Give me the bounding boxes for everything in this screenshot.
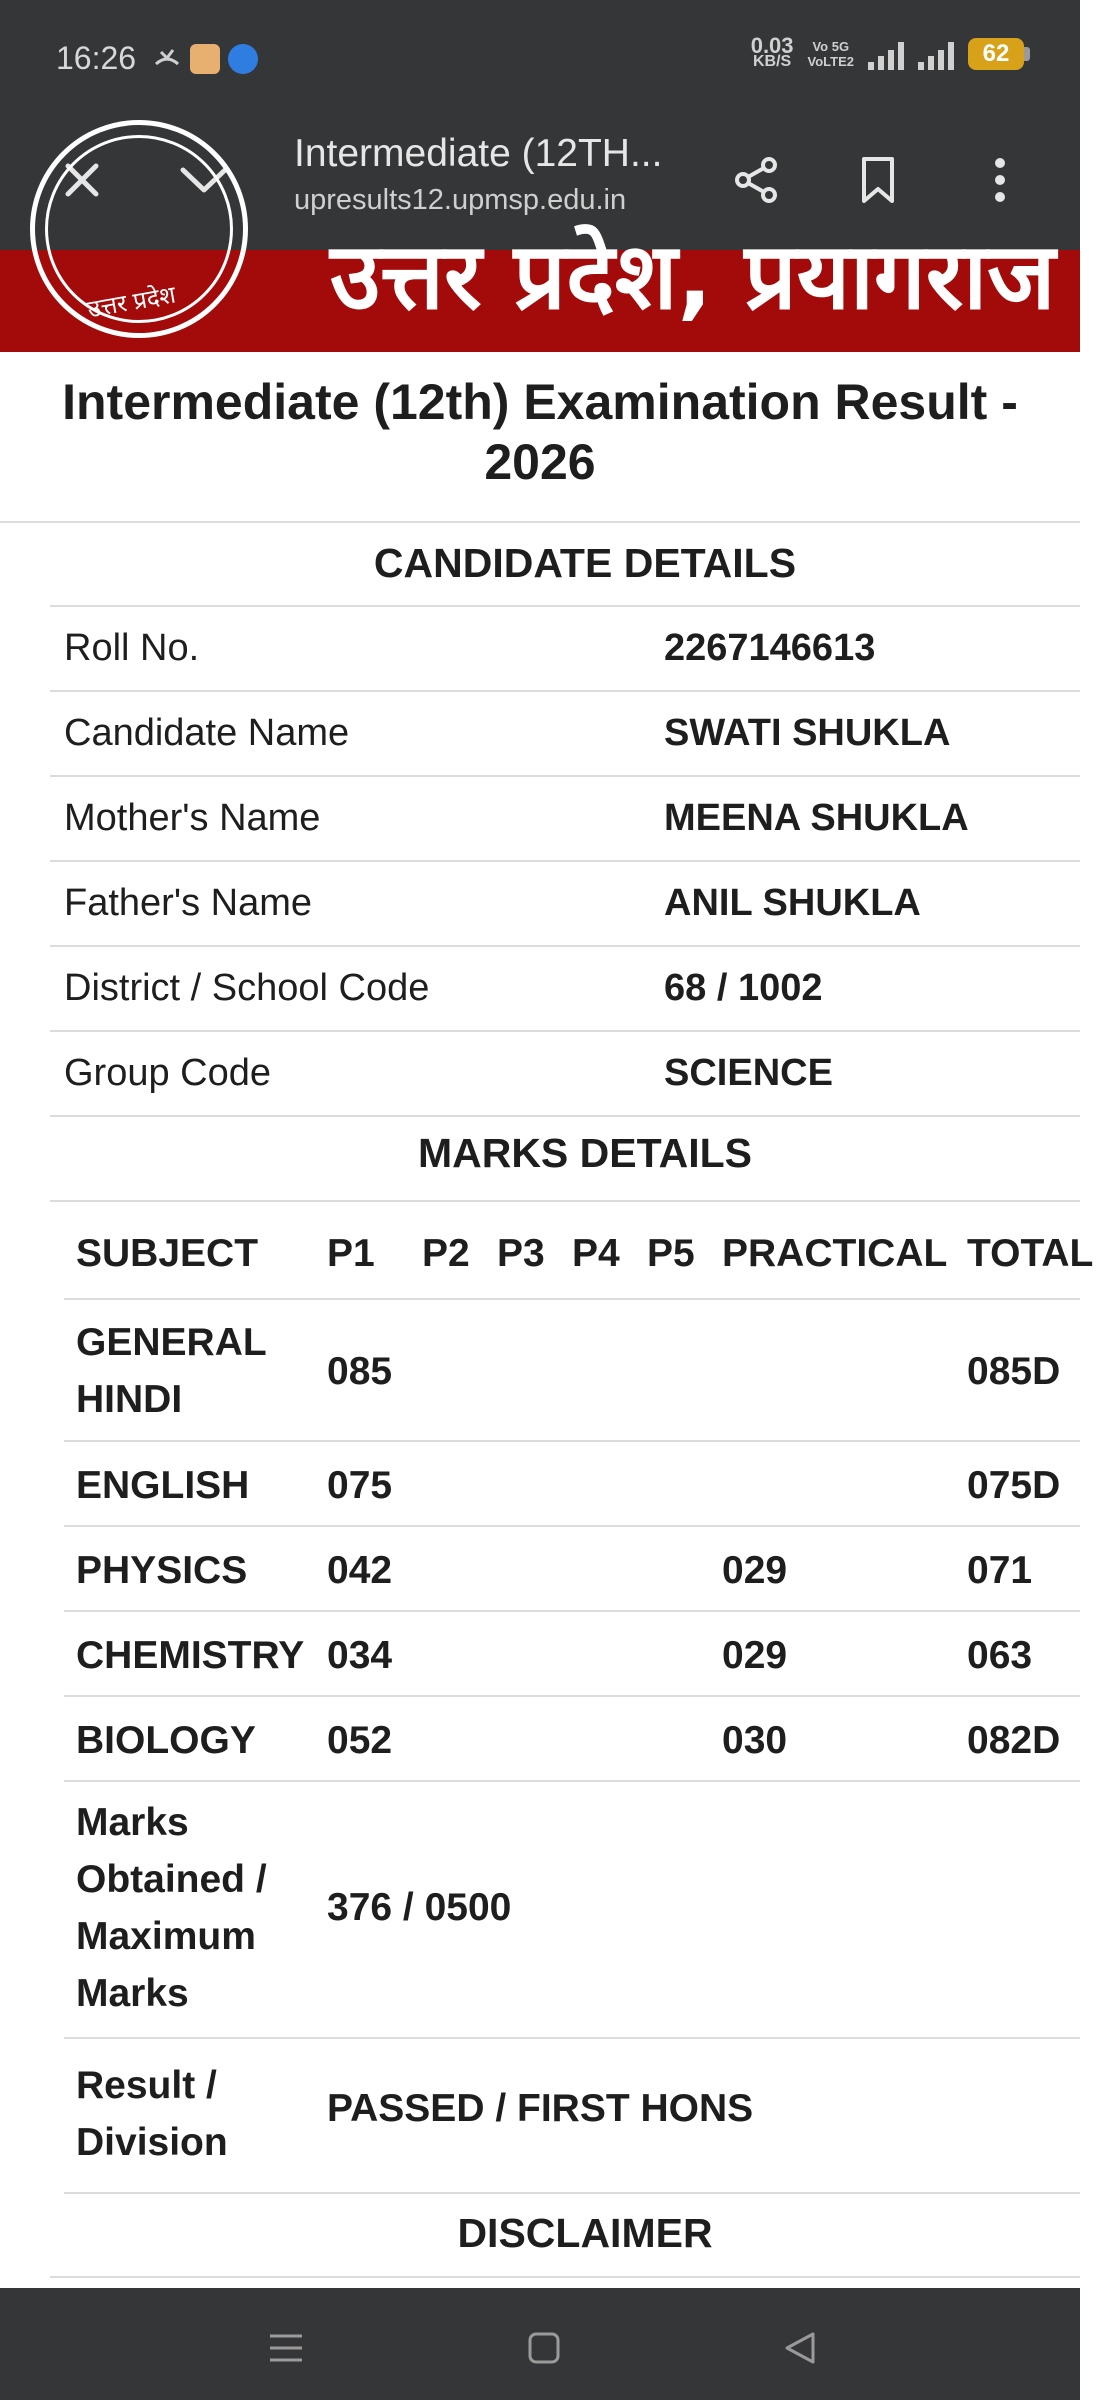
detail-row-mother-name: Mother's Name MEENA SHUKLA: [50, 777, 1080, 862]
page-title: Intermediate (12th) Examination Result - 2026: [62, 374, 1018, 490]
page-url: upresults12.upmsp.edu.in: [294, 184, 627, 216]
table-row: [64, 1442, 1080, 1527]
marks-obtained-row: [64, 1782, 1080, 2039]
col-p3: P3: [497, 1232, 545, 1275]
col-total: TOTAL: [967, 1232, 1094, 1275]
total-marks: 082D: [967, 1719, 1061, 1762]
back-button[interactable]: [770, 2318, 830, 2378]
marks-obtained-value: 376 / 0500: [327, 1886, 512, 1929]
status-time: 16:26: [56, 40, 137, 76]
signal-strength-2-icon: [918, 38, 954, 70]
banner-text: उत्तर प्रदेश, प्रयागराज: [330, 223, 1056, 330]
detail-row-group-code: Group Code SCIENCE: [50, 1032, 1080, 1117]
notification-icons: [152, 44, 258, 74]
bookmark-icon: [858, 155, 898, 205]
detail-row-roll-no: Roll No. 2267146613: [50, 607, 1080, 692]
result-value: PASSED / FIRST HONS: [327, 2087, 754, 2130]
battery-icon: 62: [968, 38, 1030, 70]
home-button[interactable]: [514, 2318, 574, 2378]
disclaimer-heading: DISCLAIMER: [457, 2210, 713, 2256]
detail-row-father-name: Father's Name ANIL SHUKLA: [50, 862, 1080, 947]
triangle-back-icon: [783, 2331, 817, 2365]
candidate-details-heading: CANDIDATE DETAILS: [373, 540, 797, 586]
col-practical: PRACTICAL: [722, 1232, 948, 1275]
square-home-icon: [527, 2331, 561, 2365]
divider: [50, 2276, 1080, 2278]
result-label: Result / Division: [76, 2064, 228, 2164]
practical-marks: 029: [722, 1549, 788, 1592]
bookmark-button[interactable]: [838, 140, 918, 220]
col-p1: P1: [327, 1232, 375, 1275]
more-vertical-icon: [990, 155, 1010, 205]
marks-obtained-label: Marks Obtained / Maximum Marks: [76, 1801, 267, 2015]
marks-details-heading: MARKS DETAILS: [417, 1130, 753, 1176]
result-row: [64, 2039, 1080, 2194]
total-marks: 071: [967, 1549, 1033, 1592]
page-title-area[interactable]: [294, 132, 674, 217]
share-button[interactable]: [716, 140, 796, 220]
volte-indicator: Vo 5G VoLTE2: [807, 39, 854, 69]
system-nav-bar: [0, 2288, 1080, 2400]
more-options-button[interactable]: [960, 140, 1040, 220]
detail-row-district-school-code: District / School Code 68 / 1002: [50, 947, 1080, 1032]
marks-header-row: [64, 1202, 1094, 1300]
col-p5: P5: [647, 1232, 695, 1275]
subject-name: GENERAL HINDI: [76, 1321, 267, 1421]
subject-name: ENGLISH: [76, 1464, 250, 1507]
net-speed: 0.03 KB/S: [750, 33, 794, 70]
subject-name: CHEMISTRY: [76, 1634, 305, 1677]
practical-marks: 029: [722, 1634, 788, 1677]
browser-notification-icon: [228, 44, 258, 74]
total-marks: 085D: [967, 1350, 1061, 1393]
table-row: [64, 1300, 1080, 1442]
p1-marks: 042: [327, 1549, 393, 1592]
table-row: [64, 1527, 1080, 1612]
col-p2: P2: [422, 1232, 470, 1275]
table-row: [64, 1697, 1080, 1782]
emblem-logo: उत्तर प्रदेश: [30, 120, 248, 338]
subject-name: PHYSICS: [76, 1549, 248, 1592]
recents-button[interactable]: [256, 2318, 316, 2378]
signal-strength-icon: [868, 38, 904, 70]
app-notification-icon: [190, 44, 220, 74]
status-bar: [0, 0, 1080, 120]
menu-lines-icon: [268, 2332, 304, 2364]
practical-marks: 030: [722, 1719, 788, 1762]
col-p4: P4: [572, 1232, 620, 1275]
missed-call-icon: [152, 44, 182, 74]
status-right: [750, 33, 1030, 70]
detail-row-candidate-name: Candidate Name SWATI SHUKLA: [50, 692, 1080, 777]
subject-name: BIOLOGY: [76, 1719, 256, 1762]
p1-marks: 052: [327, 1719, 393, 1762]
col-subject: SUBJECT: [76, 1232, 259, 1275]
p1-marks: 075: [327, 1464, 393, 1507]
p1-marks: 034: [327, 1634, 393, 1677]
tab-title: Intermediate (12TH...: [294, 132, 663, 175]
table-row: [64, 1612, 1080, 1697]
share-icon: [731, 155, 781, 205]
divider: [0, 521, 1080, 523]
header-banner: [0, 223, 1080, 352]
p1-marks: 085: [327, 1350, 393, 1393]
total-marks: 075D: [967, 1464, 1061, 1507]
total-marks: 063: [967, 1634, 1033, 1677]
